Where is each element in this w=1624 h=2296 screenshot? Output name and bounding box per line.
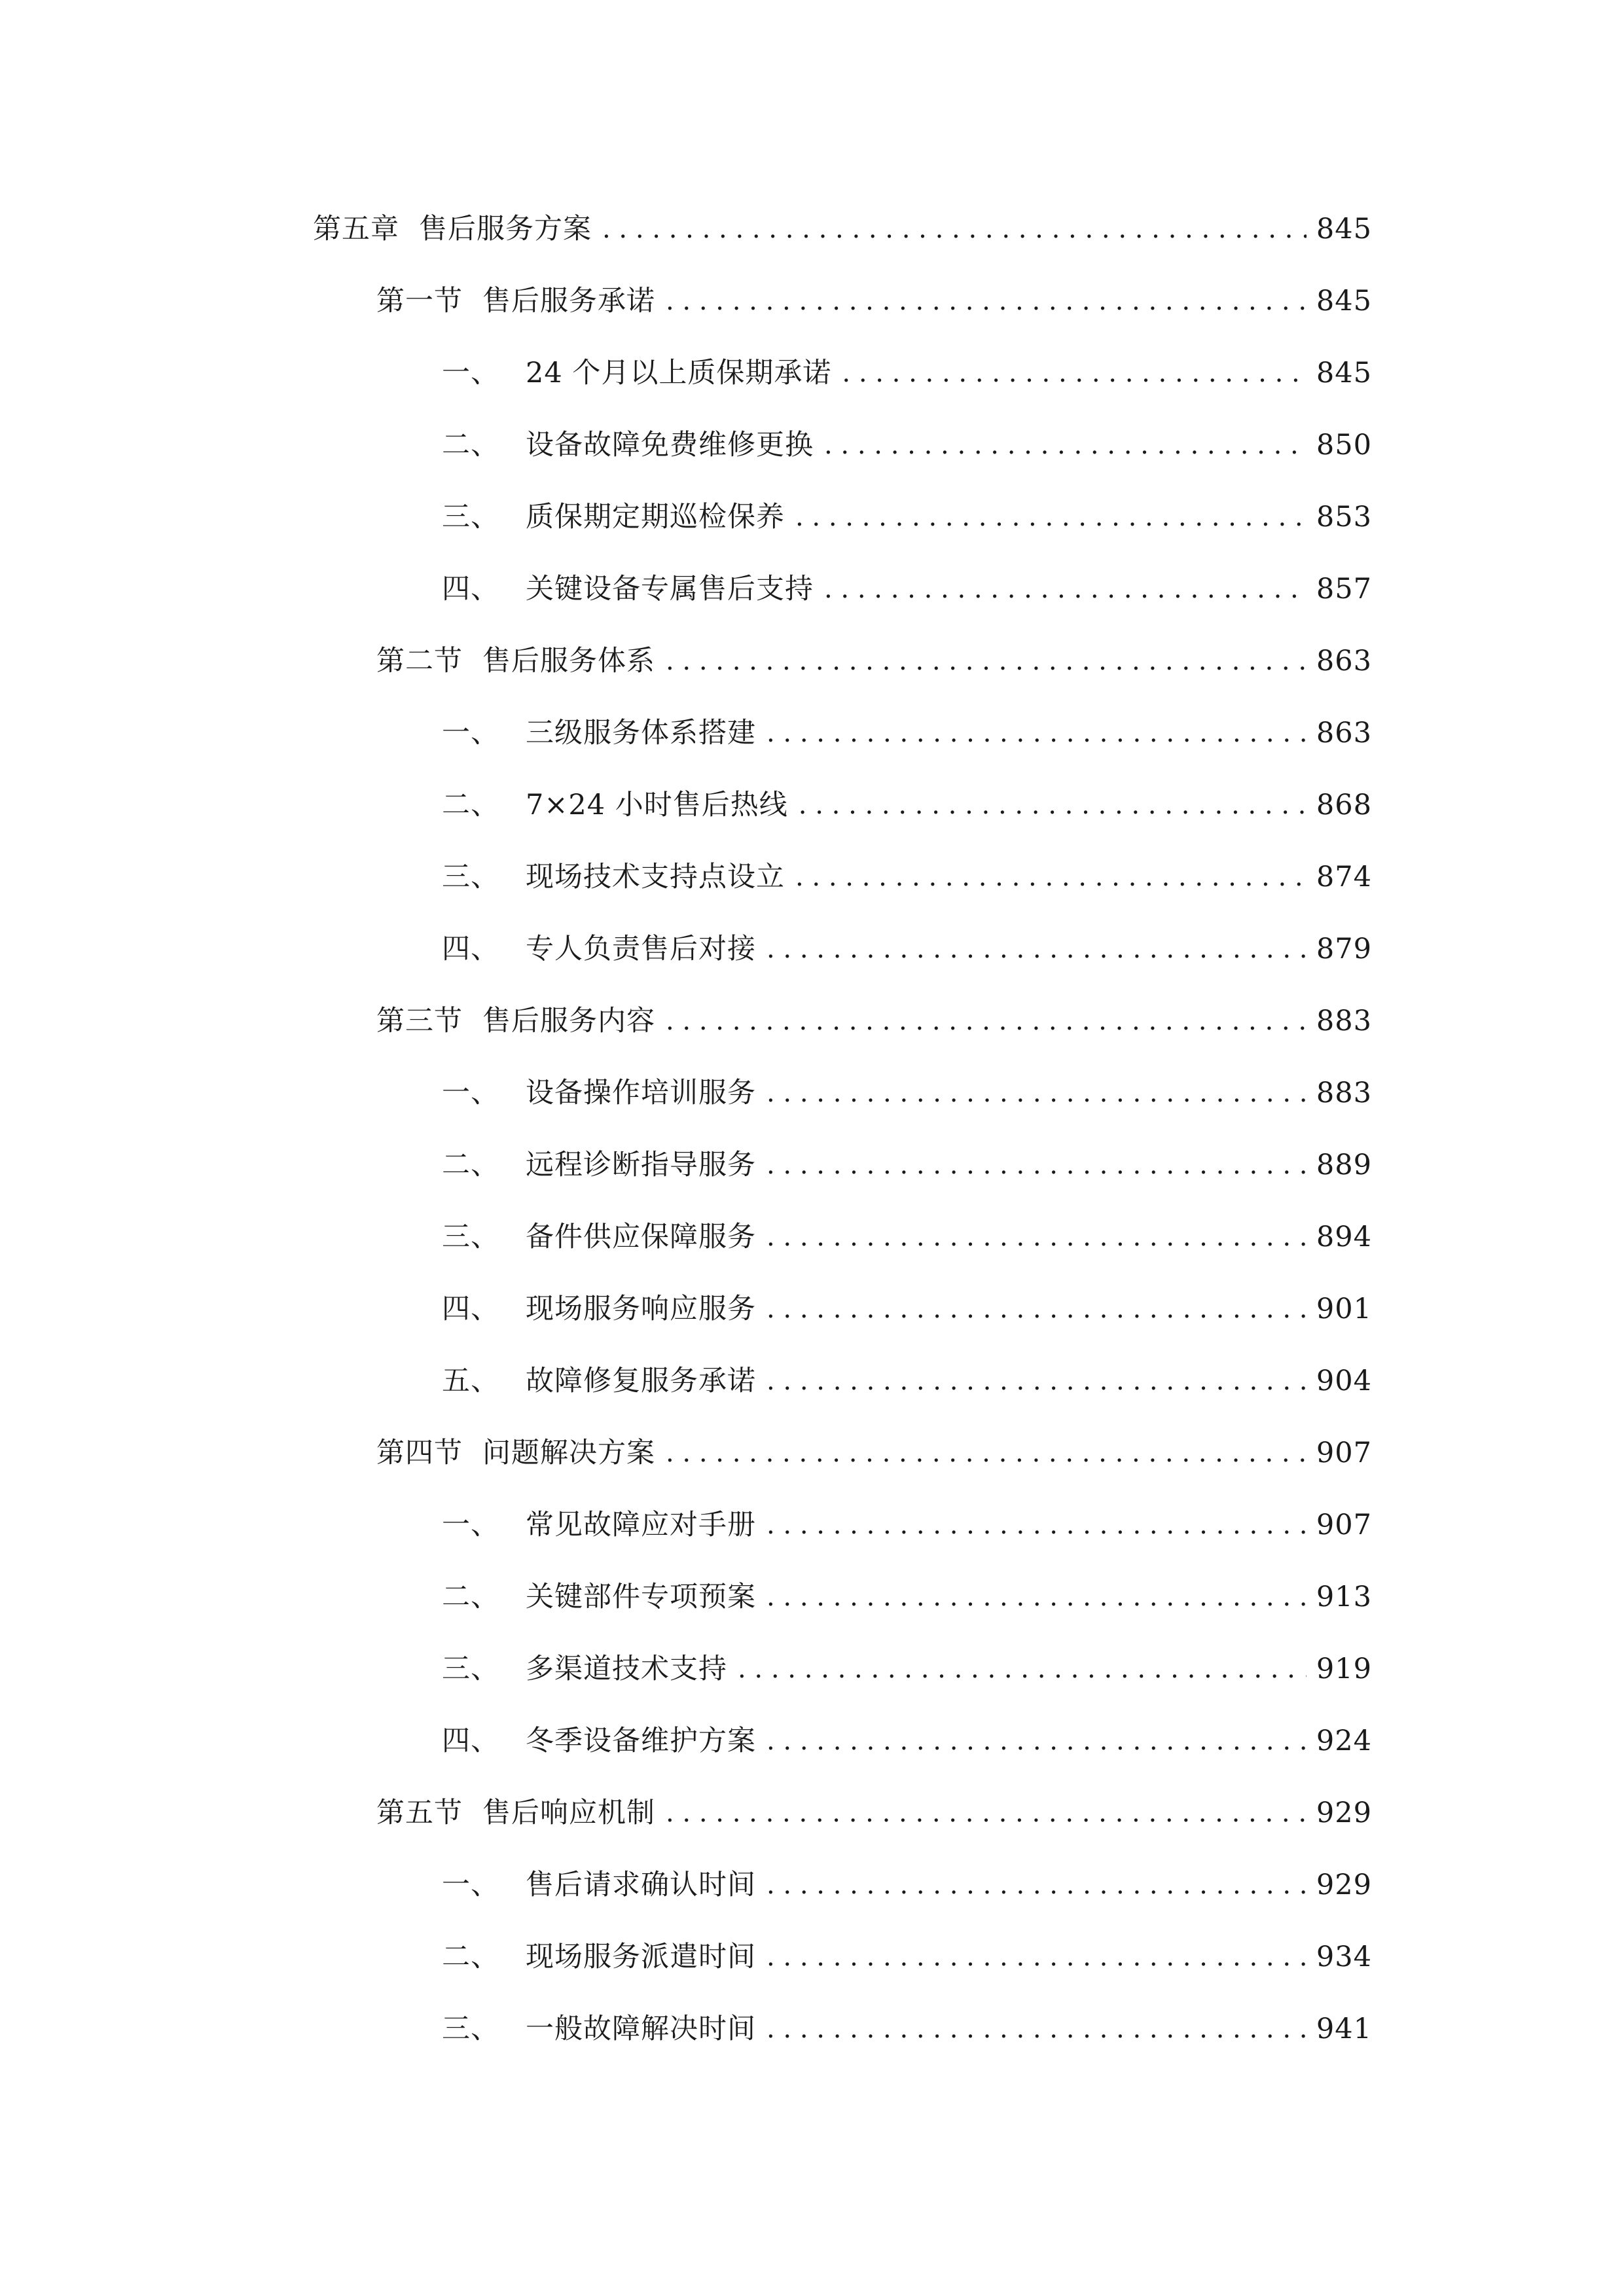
toc-entry-label [442, 1712, 756, 1770]
toc-entry-title: 售后服务承诺 [482, 285, 655, 317]
dot-leader [795, 848, 1307, 906]
dot-leader [767, 1712, 1307, 1770]
toc-entry-item[interactable] [442, 488, 1372, 547]
toc-entry-number: 一、 [442, 357, 499, 389]
toc-entry-title: 故障修复服务承诺 [526, 1365, 756, 1397]
toc-entry-page: 850 [1316, 429, 1372, 461]
toc-entry-item[interactable] [442, 416, 1372, 475]
dot-leader [824, 560, 1307, 619]
dot-leader [767, 2000, 1307, 2058]
toc-entry-title: 专人负责售后对接 [526, 933, 756, 965]
toc-entry-number: 第五章 [313, 213, 399, 245]
toc-entry-number: 五、 [442, 1365, 499, 1397]
toc-entry-page: 874 [1316, 861, 1372, 893]
toc-entry-item[interactable] [442, 1352, 1372, 1410]
toc-entry-section-4[interactable] [376, 1424, 1372, 1482]
toc-entry-number: 一、 [442, 717, 499, 749]
toc-entry-page: 857 [1316, 573, 1372, 605]
toc-entry-section-5[interactable] [376, 1784, 1372, 1842]
toc-entry-page: 904 [1316, 1365, 1372, 1397]
toc-entry-label [442, 1136, 756, 1194]
dot-leader [767, 1136, 1307, 1194]
toc-entry-label [442, 488, 785, 547]
toc-entry-title: 常见故障应对手册 [526, 1509, 756, 1541]
toc-entry-number: 二、 [442, 1941, 499, 1973]
dot-leader [799, 776, 1307, 834]
toc-entry-label [376, 992, 655, 1050]
toc-entry-page: 894 [1316, 1221, 1372, 1253]
toc-entry-title: 设备操作培训服务 [526, 1077, 756, 1109]
dot-leader [767, 1280, 1307, 1338]
dot-leader [666, 1424, 1307, 1482]
toc-entry-item[interactable] [442, 1280, 1372, 1338]
dot-leader [767, 1064, 1307, 1122]
toc-entry-title: 质保期定期巡检保养 [526, 501, 785, 533]
toc-entry-page: 883 [1316, 1077, 1372, 1109]
toc-entry-label [442, 1640, 727, 1698]
toc-entry-item[interactable] [442, 1136, 1372, 1194]
toc-entry-item[interactable] [442, 704, 1372, 762]
toc-entry-label [442, 920, 756, 978]
toc-entry-title: 关键设备专属售后支持 [526, 573, 814, 605]
dot-leader [666, 1784, 1307, 1842]
toc-entry-page: 845 [1316, 357, 1372, 389]
toc-entry-section-2[interactable] [376, 632, 1372, 691]
toc-entry-page: 889 [1316, 1149, 1372, 1181]
toc-entry-label [442, 560, 814, 619]
toc-entry-number: 二、 [442, 429, 499, 461]
toc-entry-number: 三、 [442, 1653, 499, 1685]
toc-entry-number: 一、 [442, 1509, 499, 1541]
toc-entry-title: 多渠道技术支持 [526, 1653, 727, 1685]
toc-entry-item[interactable] [442, 1064, 1372, 1122]
toc-entry-page: 929 [1316, 1797, 1372, 1829]
toc-entry-page: 913 [1316, 1581, 1372, 1613]
dot-leader [767, 1496, 1307, 1554]
toc-entry-title: 售后服务方案 [419, 213, 592, 245]
toc-entry-label [442, 1064, 756, 1122]
toc-entry-item[interactable] [442, 920, 1372, 978]
toc-entry-chapter-5[interactable] [313, 200, 1372, 259]
toc-entry-label [442, 704, 756, 762]
toc-entry-page: 868 [1316, 789, 1372, 821]
toc-entry-label [376, 272, 655, 331]
dot-leader [795, 488, 1307, 547]
toc-entry-label [442, 2000, 756, 2058]
toc-entry-label [442, 1856, 756, 1914]
toc-entry-page: 907 [1316, 1437, 1372, 1469]
toc-entry-number: 第二节 [376, 645, 463, 677]
toc-entry-page: 845 [1316, 213, 1372, 245]
toc-entry-number: 四、 [442, 1293, 499, 1325]
toc-entry-number: 一、 [442, 1869, 499, 1901]
toc-entry-title: 7×24 小时售后热线 [526, 789, 788, 821]
toc-entry-item[interactable] [442, 1568, 1372, 1626]
toc-entry-number: 四、 [442, 573, 499, 605]
toc-entry-number: 第四节 [376, 1437, 463, 1469]
toc-entry-item[interactable] [442, 1640, 1372, 1698]
toc-entry-page: 863 [1316, 717, 1372, 749]
toc-entry-page: 919 [1316, 1653, 1372, 1685]
toc-entry-item[interactable] [442, 1208, 1372, 1266]
toc-entry-label [442, 1568, 756, 1626]
dot-leader [666, 272, 1307, 331]
dot-leader [767, 1856, 1307, 1914]
dot-leader [767, 704, 1307, 762]
toc-entry-title: 设备故障免费维修更换 [526, 429, 814, 461]
toc-entry-title: 现场服务响应服务 [526, 1293, 756, 1325]
toc-entry-number: 二、 [442, 789, 499, 821]
toc-entry-page: 879 [1316, 933, 1372, 965]
toc-entry-label [442, 776, 788, 834]
toc-entry-title: 售后服务内容 [482, 1005, 655, 1037]
toc-entry-section-1[interactable] [376, 272, 1372, 331]
toc-entry-label [442, 1208, 756, 1266]
dot-leader [602, 200, 1307, 259]
toc-entry-number: 三、 [442, 1221, 499, 1253]
toc-entry-page: 845 [1316, 285, 1372, 317]
toc-entry-number: 三、 [442, 501, 499, 533]
toc-entry-item[interactable] [442, 1496, 1372, 1554]
dot-leader [767, 920, 1307, 978]
toc-entry-label [442, 848, 785, 906]
dot-leader [666, 992, 1307, 1050]
dot-leader [738, 1640, 1307, 1698]
toc-entry-number: 二、 [442, 1581, 499, 1613]
toc-entry-page: 924 [1316, 1725, 1372, 1757]
toc-entry-label [313, 200, 592, 259]
toc-entry-title: 一般故障解决时间 [526, 2013, 756, 2045]
toc-entry-label [376, 632, 655, 691]
dot-leader [767, 1928, 1307, 1986]
toc-entry-label [442, 1496, 756, 1554]
toc-entry-title: 现场服务派遣时间 [526, 1941, 756, 1973]
toc-entry-item[interactable] [442, 2000, 1372, 2058]
toc-entry-label [442, 1352, 756, 1410]
toc-entry-item[interactable] [442, 1712, 1372, 1770]
toc-entry-page: 941 [1316, 2013, 1372, 2045]
toc-entry-page: 934 [1316, 1941, 1372, 1973]
toc-entry-title: 24 个月以上质保期承诺 [526, 357, 832, 389]
toc-entry-item[interactable] [442, 1928, 1372, 1986]
toc-entry-item[interactable] [442, 344, 1372, 403]
toc-entry-number: 三、 [442, 861, 499, 893]
toc-entry-title: 售后响应机制 [482, 1797, 655, 1829]
toc-entry-label [442, 1928, 756, 1986]
toc-entry-label [442, 416, 814, 475]
toc-entry-page: 863 [1316, 645, 1372, 677]
toc-entry-page: 907 [1316, 1509, 1372, 1541]
toc-entry-page: 883 [1316, 1005, 1372, 1037]
toc-entry-page: 853 [1316, 501, 1372, 533]
toc-entry-label [442, 344, 831, 403]
toc-entry-number: 一、 [442, 1077, 499, 1109]
toc-entry-number: 第五节 [376, 1797, 463, 1829]
toc-entry-title: 三级服务体系搭建 [526, 717, 756, 749]
toc-entry-item[interactable] [442, 776, 1372, 834]
toc-entry-item[interactable] [442, 848, 1372, 906]
toc-entry-title: 冬季设备维护方案 [526, 1725, 756, 1757]
toc-entry-number: 第三节 [376, 1005, 463, 1037]
toc-entry-title: 关键部件专项预案 [526, 1581, 756, 1613]
dot-leader [767, 1568, 1307, 1626]
toc-entry-label [442, 1280, 756, 1338]
toc-entry-number: 四、 [442, 933, 499, 965]
toc-entry-title: 售后请求确认时间 [526, 1869, 756, 1901]
toc-entry-label [376, 1424, 655, 1482]
toc-entry-page: 901 [1316, 1293, 1372, 1325]
dot-leader [842, 344, 1307, 403]
toc-entry-title: 现场技术支持点设立 [526, 861, 785, 893]
toc-entry-title: 备件供应保障服务 [526, 1221, 756, 1253]
toc-entry-number: 第一节 [376, 285, 463, 317]
toc-entry-item[interactable] [442, 560, 1372, 619]
toc-entry-page: 929 [1316, 1869, 1372, 1901]
toc-entry-number: 二、 [442, 1149, 499, 1181]
dot-leader [666, 632, 1307, 691]
toc-entry-title: 售后服务体系 [482, 645, 655, 677]
toc-entry-number: 三、 [442, 2013, 499, 2045]
dot-leader [767, 1208, 1307, 1266]
toc-entry-number: 四、 [442, 1725, 499, 1757]
dot-leader [767, 1352, 1307, 1410]
toc-entry-title: 问题解决方案 [482, 1437, 655, 1469]
toc-entry-title: 远程诊断指导服务 [526, 1149, 756, 1181]
toc-entry-label [376, 1784, 655, 1842]
toc-entry-item[interactable] [442, 1856, 1372, 1914]
toc-entry-section-3[interactable] [376, 992, 1372, 1050]
dot-leader [824, 416, 1307, 475]
